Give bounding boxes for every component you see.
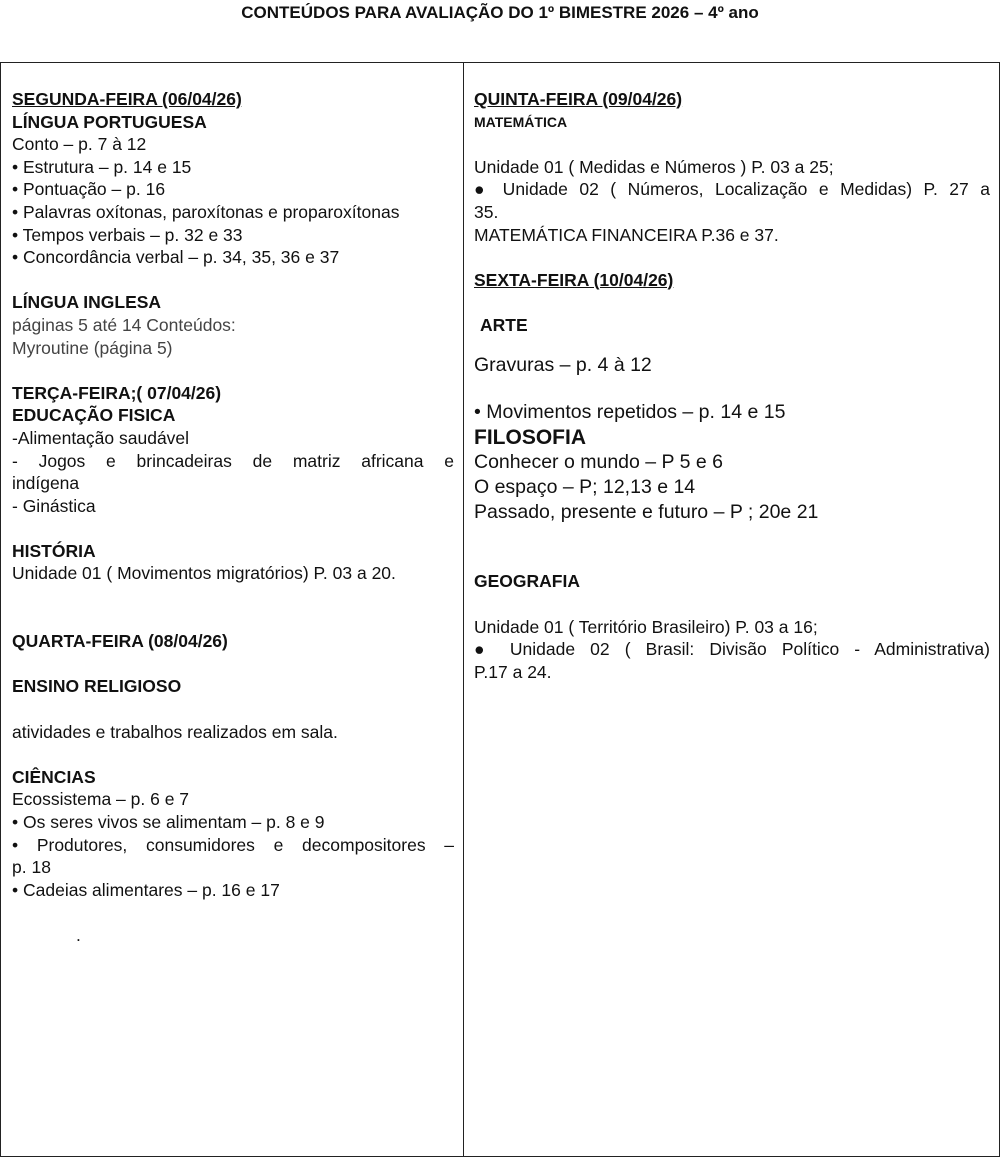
list-item: -Alimentação saudável bbox=[12, 427, 190, 448]
subject-art: ARTE bbox=[480, 314, 528, 335]
subject-portuguese: LÍNGUA PORTUGUESA bbox=[12, 111, 207, 132]
list-item: • Tempos verbais – p. 32 e 33 bbox=[12, 224, 243, 245]
subject-philosophy: FILOSOFIA bbox=[474, 426, 586, 450]
left-column bbox=[1, 63, 464, 1156]
list-item: • Os seres vivos se alimentam – p. 8 e 9 bbox=[12, 812, 325, 832]
list-item: Ecossistema – p. 6 e 7 bbox=[12, 789, 190, 810]
subject-geography: GEOGRAFIA bbox=[474, 571, 580, 592]
right-column bbox=[464, 63, 999, 1156]
subject-physical-education: EDUCAÇÃO FISICA bbox=[12, 405, 176, 426]
list-item: Conto – p. 7 à 12 bbox=[12, 134, 147, 155]
list-item: • Movimentos repetidos – p. 14 e 15 bbox=[474, 401, 786, 424]
content-table bbox=[0, 62, 1000, 1157]
list-item: • Estrutura – p. 14 e 15 bbox=[12, 156, 192, 177]
list-item: atividades e trabalhos realizados em sala. bbox=[12, 721, 338, 742]
stray-dot: . bbox=[76, 924, 81, 945]
subject-math: MATEMÁTICA bbox=[474, 113, 568, 130]
list-item: ● Unidade 02 ( Números, Localização e Medidas) P. 27 a bbox=[474, 179, 990, 200]
list-item: • Produtores, consumidores e decompositores – bbox=[12, 834, 454, 855]
list-item: Unidade 01 ( Movimentos migratórios) P. 03 a 20. bbox=[12, 563, 396, 584]
subject-english: LÍNGUA INGLESA bbox=[12, 292, 162, 313]
list-item: Unidade 01 ( Território Brasileiro) P. 03 a 16; bbox=[474, 616, 818, 637]
list-item: páginas 5 até 14 Conteúdos: bbox=[12, 314, 236, 335]
list-item: P.17 a 24. bbox=[474, 661, 552, 682]
subject-science: CIÊNCIAS bbox=[12, 766, 96, 787]
list-item: - Ginástica bbox=[12, 495, 96, 516]
day-heading-tuesday: TERÇA-FEIRA;( 07/04/26) bbox=[12, 382, 222, 403]
list-item: Gravuras – p. 4 à 12 bbox=[474, 353, 652, 376]
list-item: indígena bbox=[12, 473, 80, 494]
list-item: • Pontuação – p. 16 bbox=[12, 179, 166, 200]
list-item: p. 18 bbox=[12, 857, 51, 878]
list-item: Conhecer o mundo – P 5 e 6 bbox=[474, 451, 723, 474]
subject-religious-education: ENSINO RELIGIOSO bbox=[12, 676, 182, 697]
list-item: Passado, presente e futuro – P ; 20e 21 bbox=[474, 501, 819, 524]
day-heading-monday: SEGUNDA-FEIRA (06/04/26) bbox=[12, 89, 242, 109]
list-item: MATEMÁTICA FINANCEIRA P.36 e 37. bbox=[474, 224, 779, 245]
list-item: ● Unidade 02 ( Brasil: Divisão Político - Administrativa) bbox=[474, 639, 990, 660]
list-item: - Jogos e brincadeiras de matriz africana e bbox=[12, 450, 454, 471]
list-item: • Concordância verbal – p. 34, 35, 36 e 37 bbox=[12, 247, 340, 268]
list-item: Unidade 01 ( Medidas e Números ) P. 03 a 25; bbox=[474, 156, 834, 177]
list-item: • Palavras oxítonas, paroxítonas e proparoxítonas bbox=[12, 201, 400, 222]
list-item: • Cadeias alimentares – p. 16 e 17 bbox=[12, 879, 280, 900]
list-item: Myroutine (página 5) bbox=[12, 337, 173, 358]
day-heading-thursday: QUINTA-FEIRA (09/04/26) bbox=[474, 89, 683, 109]
subject-history: HISTÓRIA bbox=[12, 540, 96, 561]
day-heading-wednesday: QUARTA-FEIRA (08/04/26) bbox=[12, 631, 228, 652]
day-heading-friday: SEXTA-FEIRA (10/04/26) bbox=[474, 269, 674, 290]
document-title: CONTEÚDOS PARA AVALIAÇÃO DO 1º BIMESTRE 2026 – 4º ano bbox=[241, 3, 759, 22]
list-item: 35. bbox=[474, 201, 499, 222]
list-item: O espaço – P; 12,13 e 14 bbox=[474, 476, 696, 499]
